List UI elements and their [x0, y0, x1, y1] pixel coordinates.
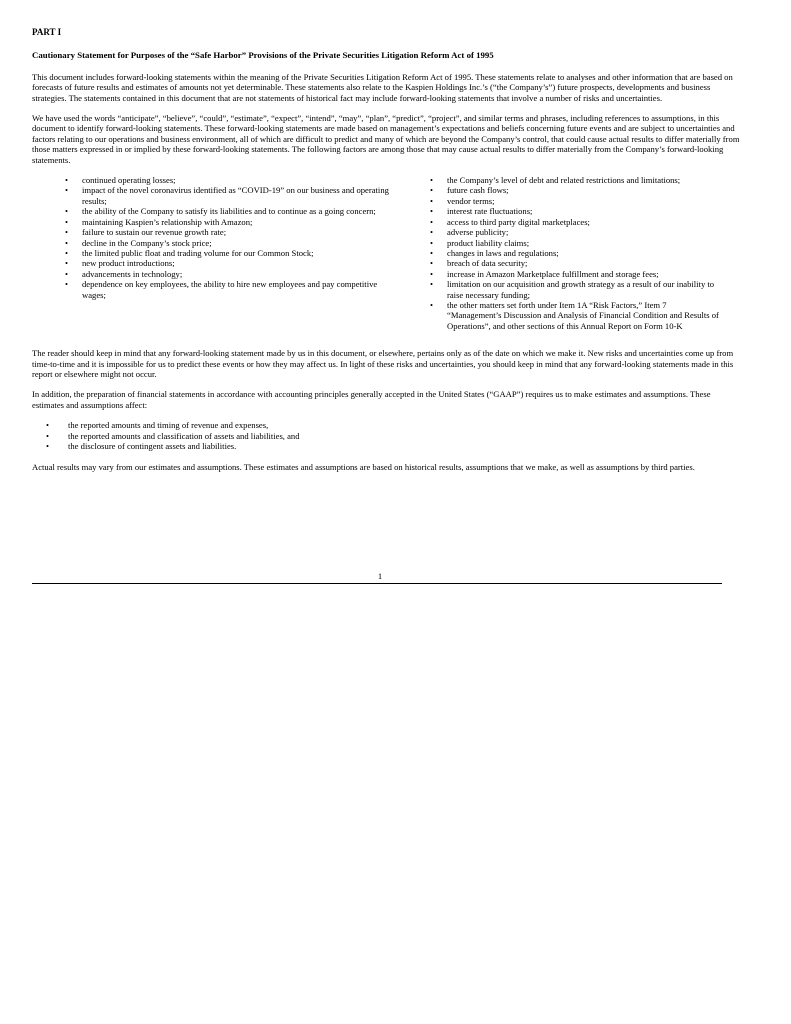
list-item: • continued operating losses; [65, 175, 403, 185]
list-item: • the limited public float and trading volume for our Common Stock; [65, 248, 403, 258]
list-item: • advancements in technology; [65, 269, 403, 279]
factors-list [32, 175, 742, 331]
list-item: • interest rate fluctuations; [430, 206, 720, 216]
factors-right-column [430, 175, 720, 331]
list-item: • changes in laws and regulations; [430, 248, 720, 258]
list-item: • decline in the Company’s stock price; [65, 238, 403, 248]
list-item: • increase in Amazon Marketplace fulfillment and storage fees; [430, 269, 720, 279]
intro-paragraph: This document includes forward-looking statements within the meaning of the Private Securities Litigation Reform Act of 1995. These statements relate to analyses and other information that are based on forecasts of future results and estimates of amounts not yet determinable. These statements also relate to the Kaspien Holdings Inc.’s (“the Company’s”) future prospects, developments and business strategies. The statements contained in this document that are not statements of historical fact may include forward-looking statements that involve a number of risks and uncertainties. [32, 71, 733, 103]
list-item: • future cash flows; [430, 185, 720, 195]
list-item: • the reported amounts and classification of assets and liabilities, and [46, 431, 742, 441]
estimates-list [46, 420, 742, 451]
footer-rule [32, 583, 722, 584]
list-item: • new product introductions; [65, 258, 403, 268]
words-paragraph: We have used the words “anticipate”, “believe”, “could”, “estimate”, “expect”, “intend”, “may”, “plan”, “predict”, “project”, and similar terms and phrases, including references to assumptions, in this document to identify forward-looking statements. These forward-looking statements are made based on management’s expectations and beliefs concerning future events and are subject to uncertainties and factors relating to our operations and business environment, all of which are difficult to predict and many of which are beyond the Company’s control, that could cause actual results to differ materially from those matters expressed in or implied by these forward-looking statements. The following factors are among those that may cause actual results to differ materially from the Company’s forward-looking statements. [32, 113, 740, 165]
list-item: • the ability of the Company to satisfy its liabilities and to continue as a going concern; [65, 206, 403, 216]
part-heading: PART I [32, 27, 62, 37]
list-item: • failure to sustain our revenue growth rate; [65, 227, 403, 237]
list-item: • dependence on key employees, the ability to hire new employees and pay competitive wages; [65, 279, 403, 300]
list-item: • the disclosure of contingent assets and liabilities. [46, 441, 742, 451]
actual-results-paragraph: Actual results may vary from our estimates and assumptions. These estimates and assumptions are based on historical results, assumptions that we make, as well as assumptions by third parties. [32, 462, 695, 473]
list-item: • impact of the novel coronavirus identified as “COVID-19” on our business and operating results; [65, 185, 403, 206]
list-item: • product liability claims; [430, 238, 720, 248]
list-item: • limitation on our acquisition and growth strategy as a result of our inability to raise necessary funding; [430, 279, 720, 300]
list-item: • the Company’s level of debt and related restrictions and limitations; [430, 175, 720, 185]
list-item: • vendor terms; [430, 196, 720, 206]
page-content [32, 27, 742, 483]
reader-paragraph: The reader should keep in mind that any forward-looking statement made by us in this document, or elsewhere, pertains only as of the date on which we make it. New risks and uncertainties come up from time-to-time and it is impossible for us to predict these events or how they may affect us. In light of these risks and uncertainties, you should keep in mind that any forward-looking statements made in this report or elsewhere might not occur. [32, 348, 734, 379]
list-item: • maintaining Kaspien’s relationship with Amazon; [65, 217, 403, 227]
list-item: • access to third party digital marketplaces; [430, 217, 720, 227]
list-item: • adverse publicity; [430, 227, 720, 237]
list-item: • the other matters set forth under Item 1A “Risk Factors,” Item 7 “Management’s Discussion and Analysis of Financial Condition and Results of Operations”, and other sections of this Annual Report on Form 10-K [430, 300, 720, 331]
cautionary-heading: Cautionary Statement for Purposes of the “Safe Harbor” Provisions of the Private Securities Litigation Reform Act of 1995 [32, 50, 494, 61]
page-number: 1 [377, 571, 383, 581]
list-item: • breach of data security; [430, 258, 720, 268]
factors-left-column [65, 175, 403, 331]
list-item: • the reported amounts and timing of revenue and expenses, [46, 420, 742, 430]
gaap-paragraph: In addition, the preparation of financial statements in accordance with accounting principles generally accepted in the United States (“GAAP”) requires us to make estimates and assumptions. These estimates and assumptions affect: [32, 389, 711, 410]
